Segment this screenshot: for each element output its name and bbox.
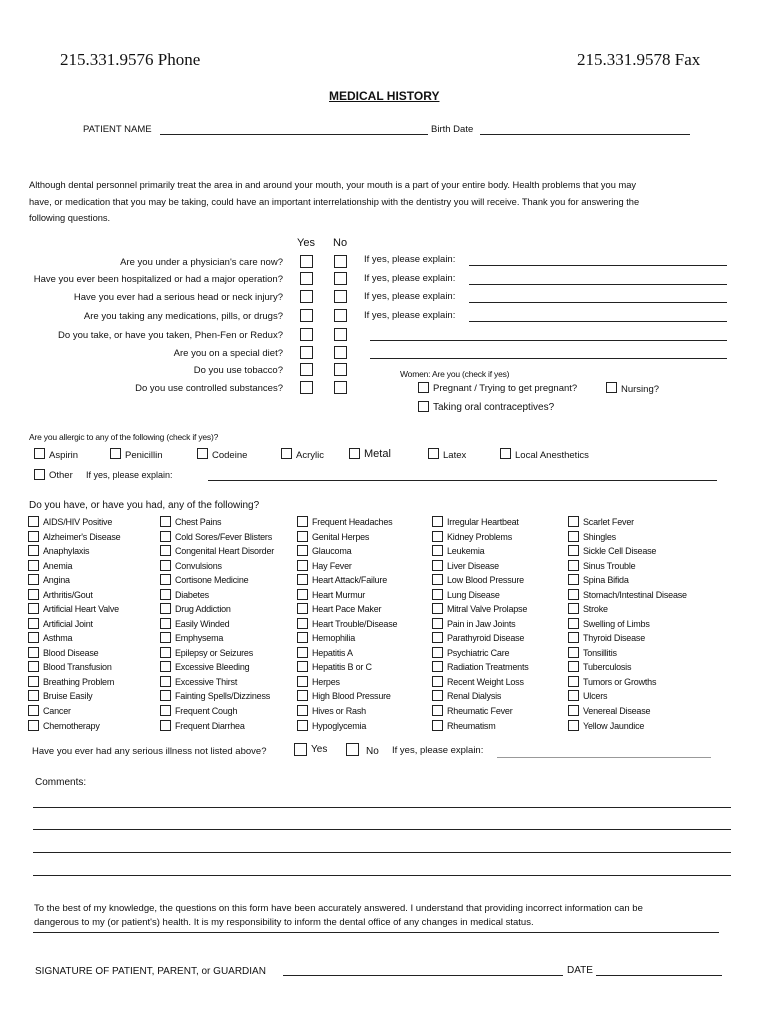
allergy-checkbox[interactable]	[197, 448, 208, 459]
condition-label: Tonsillitis	[583, 648, 617, 658]
condition-checkbox[interactable]	[28, 705, 39, 716]
condition-label: Easily Winded	[175, 619, 230, 629]
serious-illness-no-label: No	[366, 746, 379, 757]
serious-illness-explain-field[interactable]	[497, 757, 711, 758]
question-label: Have you ever had a serious head or neck injury?	[73, 292, 283, 303]
condition-checkbox[interactable]	[568, 632, 579, 643]
allergy-checkbox[interactable]	[428, 448, 439, 459]
office-fax: 215.331.9578 Fax	[577, 50, 701, 69]
condition-checkbox[interactable]	[160, 661, 171, 672]
condition-checkbox[interactable]	[160, 560, 171, 571]
question-yes-checkbox[interactable]	[300, 290, 313, 303]
condition-label: Tuberculosis	[583, 662, 632, 672]
condition-label: Drug Addiction	[175, 604, 231, 614]
condition-checkbox[interactable]	[432, 690, 443, 701]
condition-checkbox[interactable]	[297, 661, 308, 672]
condition-label: Recent Weight Loss	[447, 677, 524, 687]
condition-label: Swelling of Limbs	[583, 619, 650, 629]
condition-label: Stomach/Intestinal Disease	[583, 590, 687, 600]
condition-label: Hay Fever	[312, 561, 352, 571]
condition-checkbox[interactable]	[568, 705, 579, 716]
condition-checkbox[interactable]	[297, 705, 308, 716]
condition-label: Asthma	[43, 633, 73, 643]
condition-label: Chemotherapy	[43, 721, 100, 731]
condition-label: Blood Transfusion	[43, 662, 112, 672]
condition-checkbox[interactable]	[28, 618, 39, 629]
condition-label: Spina Bifida	[583, 575, 629, 585]
comments-line[interactable]	[33, 829, 731, 830]
conditions-label: Do you have, or have you had, any of the following?	[29, 500, 260, 511]
condition-checkbox[interactable]	[160, 574, 171, 585]
question-no-checkbox[interactable]	[334, 346, 347, 359]
question-yes-checkbox[interactable]	[300, 272, 313, 285]
statement-divider	[33, 932, 719, 933]
condition-label: Breathing Problem	[43, 677, 115, 687]
condition-label: Excessive Thirst	[175, 677, 238, 687]
condition-checkbox[interactable]	[568, 618, 579, 629]
condition-label: Anemia	[43, 561, 73, 571]
condition-checkbox[interactable]	[568, 574, 579, 585]
condition-checkbox[interactable]	[28, 574, 39, 585]
birth-date-label: Birth Date	[431, 124, 474, 135]
condition-label: Hives or Rash	[312, 706, 366, 716]
comments-label: Comments:	[35, 777, 87, 788]
condition-checkbox[interactable]	[160, 690, 171, 701]
pregnant-label: Pregnant / Trying to get pregnant?	[433, 383, 578, 394]
condition-checkbox[interactable]	[297, 531, 308, 542]
comments-line[interactable]	[33, 807, 731, 808]
condition-checkbox[interactable]	[297, 690, 308, 701]
nursing-checkbox[interactable]	[606, 382, 617, 393]
statement-line: dangerous to my (or patient's) health. It is my responsibility to inform the dental office of any changes in medical status.	[34, 917, 534, 928]
question-yes-checkbox[interactable]	[300, 346, 313, 359]
condition-label: Hemophilia	[312, 633, 356, 643]
condition-checkbox[interactable]	[160, 545, 171, 556]
condition-label: Cold Sores/Fever Blisters	[175, 532, 273, 542]
condition-label: Blood Disease	[43, 648, 99, 658]
condition-label: Psychiatric Care	[447, 648, 510, 658]
condition-label: Chest Pains	[175, 517, 222, 527]
condition-checkbox[interactable]	[432, 589, 443, 600]
condition-checkbox[interactable]	[28, 545, 39, 556]
condition-label: Radiation Treatments	[447, 662, 529, 672]
statement-line: To the best of my knowledge, the questions on this form have been accurately answered. I understand that providing incorrect information can be	[34, 903, 643, 914]
condition-label: Fainting Spells/Dizziness	[175, 691, 271, 701]
serious-illness-explain-label: If yes, please explain:	[392, 745, 484, 756]
condition-label: Heart Murmur	[312, 590, 366, 600]
condition-checkbox[interactable]	[568, 603, 579, 614]
explain-label-4: If yes, please explain:	[364, 310, 456, 321]
condition-label: Frequent Diarrhea	[175, 721, 245, 731]
condition-checkbox[interactable]	[432, 705, 443, 716]
condition-checkbox[interactable]	[568, 531, 579, 542]
condition-label: Diabetes	[175, 590, 209, 600]
signature-label: SIGNATURE OF PATIENT, PARENT, or GUARDIAN	[35, 966, 266, 977]
condition-label: Arthritis/Gout	[43, 590, 93, 600]
condition-label: Yellow Jaundice	[583, 721, 645, 731]
condition-label: Glaucoma	[312, 546, 352, 556]
pregnant-checkbox[interactable]	[418, 382, 429, 393]
other-allergy-checkbox[interactable]	[34, 469, 45, 480]
condition-label: Epilepsy or Seizures	[175, 648, 254, 658]
question-label: Are you taking any medications, pills, or drugs?	[83, 311, 283, 322]
condition-label: Irregular Heartbeat	[447, 517, 519, 527]
condition-checkbox[interactable]	[28, 661, 39, 672]
condition-checkbox[interactable]	[297, 676, 308, 687]
condition-checkbox[interactable]	[432, 647, 443, 658]
condition-checkbox[interactable]	[432, 545, 443, 556]
condition-label: Frequent Headaches	[312, 517, 393, 527]
comments-line[interactable]	[33, 875, 731, 876]
contraceptives-label: Taking oral contraceptives?	[433, 402, 555, 413]
condition-label: Convulsions	[175, 561, 222, 571]
condition-label: High Blood Pressure	[312, 691, 391, 701]
comments-line[interactable]	[33, 852, 731, 853]
condition-label: Kidney Problems	[447, 532, 513, 542]
question-yes-checkbox[interactable]	[300, 309, 313, 322]
condition-label: Heart Trouble/Disease	[312, 619, 398, 629]
date-field[interactable]	[596, 975, 722, 976]
question-no-checkbox[interactable]	[334, 255, 347, 268]
allergy-label: Local Anesthetics	[515, 450, 589, 461]
yes-column-header: Yes	[297, 237, 315, 249]
condition-label: Congenital Heart Disorder	[175, 546, 275, 556]
condition-checkbox[interactable]	[28, 720, 39, 731]
condition-checkbox[interactable]	[28, 676, 39, 687]
condition-checkbox[interactable]	[432, 560, 443, 571]
condition-checkbox[interactable]	[297, 720, 308, 731]
condition-label: Rheumatism	[447, 721, 496, 731]
condition-label: Hepatitis B or C	[312, 662, 372, 672]
serious-illness-yes-label: Yes	[311, 744, 328, 755]
condition-checkbox[interactable]	[160, 720, 171, 731]
question-no-checkbox[interactable]	[334, 381, 347, 394]
question-yes-checkbox[interactable]	[300, 328, 313, 341]
form-title: MEDICAL HISTORY	[329, 89, 440, 103]
condition-checkbox[interactable]	[160, 676, 171, 687]
condition-checkbox[interactable]	[28, 531, 39, 542]
contraceptives-checkbox[interactable]	[418, 401, 429, 412]
serious-illness-question: Have you ever had any serious illness not listed above?	[32, 746, 267, 757]
condition-label: AIDS/HIV Positive	[43, 517, 113, 527]
condition-checkbox[interactable]	[297, 618, 308, 629]
condition-checkbox[interactable]	[160, 618, 171, 629]
condition-label: Bruise Easily	[43, 691, 93, 701]
condition-checkbox[interactable]	[160, 603, 171, 614]
question-no-checkbox[interactable]	[334, 309, 347, 322]
condition-label: Venereal Disease	[583, 706, 651, 716]
condition-checkbox[interactable]	[568, 720, 579, 731]
condition-checkbox[interactable]	[432, 676, 443, 687]
office-phone: 215.331.9576 Phone	[60, 50, 201, 69]
condition-checkbox[interactable]	[160, 589, 171, 600]
question-no-checkbox[interactable]	[334, 328, 347, 341]
condition-label: Stroke	[583, 604, 608, 614]
condition-checkbox[interactable]	[160, 531, 171, 542]
condition-checkbox[interactable]	[160, 705, 171, 716]
explain-field-4[interactable]	[469, 321, 727, 322]
condition-checkbox[interactable]	[432, 516, 443, 527]
allergy-label: Latex	[443, 450, 467, 461]
condition-checkbox[interactable]	[568, 661, 579, 672]
condition-checkbox[interactable]	[160, 647, 171, 658]
condition-label: Scarlet Fever	[583, 517, 634, 527]
condition-checkbox[interactable]	[297, 574, 308, 585]
explain-label-3: If yes, please explain:	[364, 291, 456, 302]
allergy-checkbox[interactable]	[34, 448, 45, 459]
condition-label: Anaphylaxis	[43, 546, 90, 556]
women-label: Women: Are you (check if yes)	[400, 369, 510, 379]
condition-label: Frequent Cough	[175, 706, 238, 716]
question-label: Are you on a special diet?	[173, 348, 283, 359]
condition-label: Liver Disease	[447, 561, 499, 571]
condition-checkbox[interactable]	[297, 589, 308, 600]
condition-label: Shingles	[583, 532, 616, 542]
condition-label: Mitral Valve Prolapse	[447, 604, 528, 614]
condition-checkbox[interactable]	[297, 647, 308, 658]
allergies-label: Are you allergic to any of the following (check if yes)?	[29, 432, 219, 442]
condition-label: Tumors or Growths	[583, 677, 657, 687]
condition-checkbox[interactable]	[297, 603, 308, 614]
condition-label: Rheumatic Fever	[447, 706, 513, 716]
date-label: DATE	[567, 965, 593, 976]
condition-checkbox[interactable]	[297, 545, 308, 556]
condition-checkbox[interactable]	[568, 589, 579, 600]
question-label: Do you use tobacco?	[193, 365, 283, 376]
allergy-checkbox[interactable]	[500, 448, 511, 459]
question-yes-checkbox[interactable]	[300, 381, 313, 394]
condition-label: Renal Dialysis	[447, 691, 502, 701]
nursing-label: Nursing?	[621, 384, 660, 395]
condition-checkbox[interactable]	[432, 661, 443, 672]
condition-label: Artificial Heart Valve	[43, 604, 119, 614]
allergy-checkbox[interactable]	[281, 448, 292, 459]
condition-checkbox[interactable]	[160, 632, 171, 643]
allergy-label: Aspirin	[49, 450, 79, 461]
question-label: Do you use controlled substances?	[135, 383, 283, 394]
allergy-checkbox[interactable]	[349, 448, 360, 459]
condition-label: Cortisone Medicine	[175, 575, 249, 585]
condition-checkbox[interactable]	[432, 531, 443, 542]
explain-field-2[interactable]	[469, 284, 727, 285]
condition-checkbox[interactable]	[28, 560, 39, 571]
condition-checkbox[interactable]	[568, 516, 579, 527]
condition-label: Lung Disease	[447, 590, 500, 600]
condition-checkbox[interactable]	[432, 618, 443, 629]
condition-checkbox[interactable]	[568, 647, 579, 658]
condition-label: Sickle Cell Disease	[583, 546, 657, 556]
condition-checkbox[interactable]	[568, 676, 579, 687]
condition-label: Sinus Trouble	[583, 561, 636, 571]
intro-line: have, or medication that you may be taking, could have an important interrelationship with the dentistry you will receive. Thank you for answering the	[29, 197, 640, 207]
intro-line: Although dental personnel primarily treat the area in and around your mouth, your mouth is a part of your entire body. Health problems that you may	[29, 180, 637, 190]
patient-name-label: PATIENT NAME	[83, 124, 152, 135]
condition-label: Cancer	[43, 706, 71, 716]
condition-checkbox[interactable]	[28, 516, 39, 527]
question-label: Do you take, or have you taken, Phen-Fen or Redux?	[58, 330, 283, 341]
explain-field-5[interactable]	[370, 340, 727, 341]
condition-label: Thyroid Disease	[583, 633, 646, 643]
condition-checkbox[interactable]	[28, 690, 39, 701]
condition-checkbox[interactable]	[28, 632, 39, 643]
allergy-label: Acrylic	[296, 450, 324, 461]
condition-label: Parathyroid Disease	[447, 633, 525, 643]
condition-label: Ulcers	[583, 691, 608, 701]
condition-label: Excessive Bleeding	[175, 662, 250, 672]
condition-label: Pain in Jaw Joints	[447, 619, 516, 629]
question-no-checkbox[interactable]	[334, 272, 347, 285]
question-label: Have you ever been hospitalized or had a major operation?	[33, 274, 283, 285]
question-yes-checkbox[interactable]	[300, 255, 313, 268]
condition-label: Genital Herpes	[312, 532, 370, 542]
explain-field-3[interactable]	[469, 302, 727, 303]
condition-label: Hepatitis A	[312, 648, 353, 658]
condition-checkbox[interactable]	[432, 574, 443, 585]
serious-illness-no-checkbox[interactable]	[346, 743, 359, 756]
other-allergy-explain-label: If yes, please explain:	[86, 470, 173, 480]
explain-label-2: If yes, please explain:	[364, 273, 456, 284]
no-column-header: No	[333, 237, 348, 249]
intro-line: following questions.	[29, 213, 111, 223]
other-allergy-field[interactable]	[208, 480, 717, 481]
patient-name-field[interactable]	[160, 134, 428, 135]
serious-illness-yes-checkbox[interactable]	[294, 743, 307, 756]
question-no-checkbox[interactable]	[334, 363, 347, 376]
condition-checkbox[interactable]	[297, 516, 308, 527]
condition-checkbox[interactable]	[160, 516, 171, 527]
birth-date-field[interactable]	[480, 134, 690, 135]
condition-label: Artificial Joint	[43, 619, 93, 629]
condition-label: Herpes	[312, 677, 340, 687]
question-yes-checkbox[interactable]	[300, 363, 313, 376]
condition-checkbox[interactable]	[297, 632, 308, 643]
allergy-label: Codeine	[212, 450, 248, 461]
question-no-checkbox[interactable]	[334, 290, 347, 303]
other-allergy-label: Other	[49, 470, 73, 481]
condition-checkbox[interactable]	[28, 589, 39, 600]
condition-checkbox[interactable]	[568, 545, 579, 556]
condition-checkbox[interactable]	[568, 690, 579, 701]
condition-label: Angina	[43, 575, 70, 585]
condition-checkbox[interactable]	[297, 560, 308, 571]
allergy-checkbox[interactable]	[110, 448, 121, 459]
condition-label: Heart Pace Maker	[312, 604, 382, 614]
condition-label: Alzheimer's Disease	[43, 532, 121, 542]
condition-label: Leukemia	[447, 546, 485, 556]
explain-field-6[interactable]	[370, 358, 727, 359]
allergy-label: Metal	[364, 448, 391, 460]
condition-checkbox[interactable]	[568, 560, 579, 571]
signature-field[interactable]	[283, 975, 563, 976]
condition-checkbox[interactable]	[28, 603, 39, 614]
condition-checkbox[interactable]	[432, 632, 443, 643]
explain-label-1: If yes, please explain:	[364, 254, 456, 265]
explain-field-1[interactable]	[469, 265, 727, 266]
condition-label: Emphysema	[175, 633, 224, 643]
condition-checkbox[interactable]	[432, 603, 443, 614]
allergy-label: Penicillin	[125, 450, 163, 461]
condition-checkbox[interactable]	[28, 647, 39, 658]
condition-label: Hypoglycemia	[312, 721, 367, 731]
condition-label: Heart Attack/Failure	[312, 575, 388, 585]
condition-checkbox[interactable]	[432, 720, 443, 731]
question-label: Are you under a physician's care now?	[120, 257, 283, 268]
condition-label: Low Blood Pressure	[447, 575, 524, 585]
